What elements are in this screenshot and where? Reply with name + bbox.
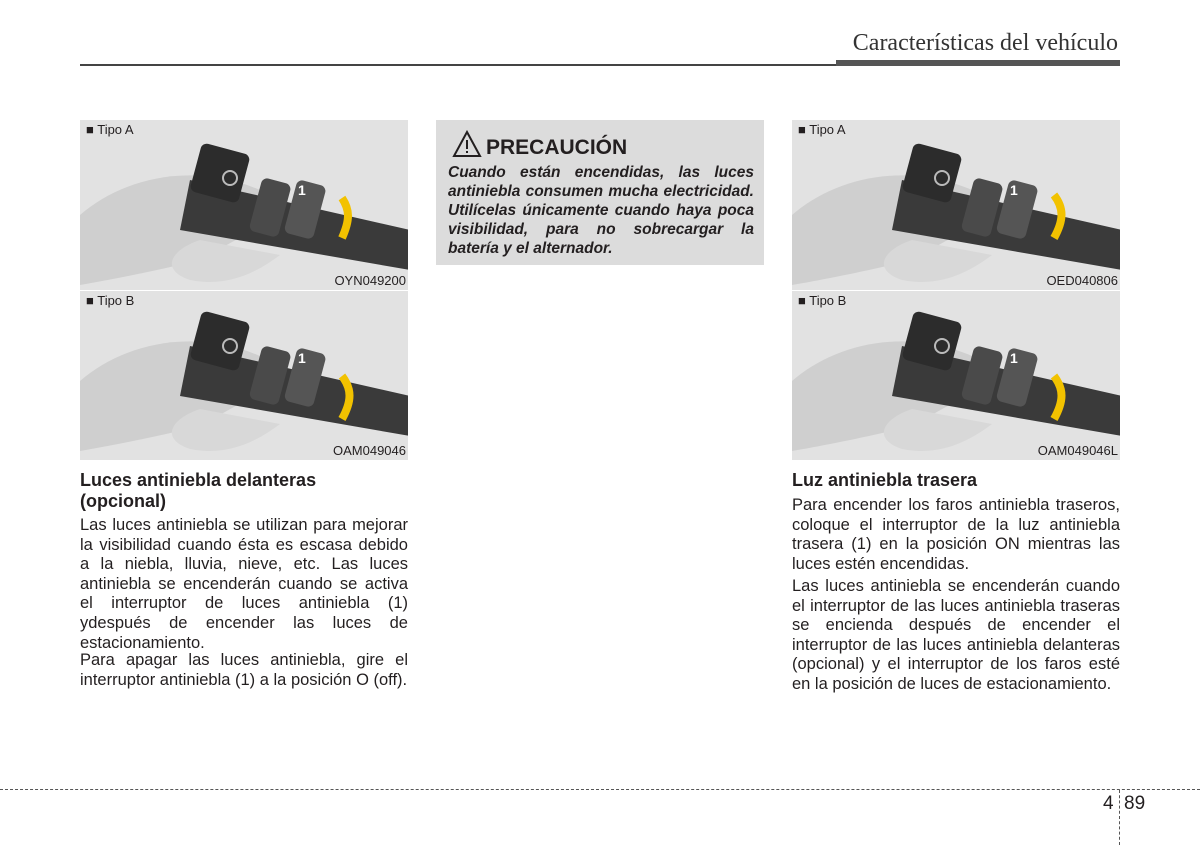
svg-text:1: 1 [298,350,306,366]
warning-triangle-icon [452,130,482,158]
footer-rule [0,789,1200,790]
stalk-illustration [792,291,1120,460]
rear-fog-title: Luz antiniebla trasera [792,470,978,490]
figure-code: OAM049046 [333,443,406,458]
stalk-illustration [80,120,408,290]
page-number: 89 [1124,793,1146,814]
figure-tag: ■ Tipo A [798,122,846,137]
figure-tag: ■ Tipo A [86,122,134,137]
svg-text:1: 1 [1010,182,1018,198]
stalk-illustration [792,120,1120,290]
page-header-title: Características del vehículo [852,30,1118,56]
rear-fog-paragraph-1: Para encender los faros antiniebla traseros, coloque el interruptor de la luz antiniebla trasera (1) en la posición ON mientras las luces estén encendidas. [792,496,1120,573]
svg-text:1: 1 [1010,350,1018,366]
front-fog-title-line2: (opcional) [80,491,166,511]
figure-code: OYN049200 [334,273,406,288]
caution-text: Cuando están encendidas, las luces antiniebla consumen mucha electricidad. Utilícelas únicamente cuando haya poca visibilidad, para no sobrecargar la batería y el alternador. [448,164,754,257]
front-fog-title [80,470,410,512]
figure-front-fog-type-b [80,291,408,460]
footer-divider [1119,790,1120,845]
stalk-illustration [80,291,408,460]
figure-tag: ■ Tipo B [86,293,135,308]
front-fog-paragraph-1: Las luces antiniebla se utilizan para mejorar la visibilidad cuando ésta es escasa debido a la niebla, lluvia, nieve, etc. Las luces antiniebla se encenderán cuando se activa el interruptor de luces antiniebla (1) ydespués de encender las luces de estacionamiento. [80,516,408,652]
rear-fog-paragraph-2: Las luces antiniebla se encenderán cuando el interruptor de las luces antiniebla traseras se encienda después de encender el interruptor de las luces antiniebla delanteras (opcional) y el interruptor de los faros esté en la posición de luces de estacionamiento. [792,577,1120,693]
caution-title: PRECAUCIÓN [486,136,628,159]
svg-text:1: 1 [298,182,306,198]
figure-front-fog-type-a [80,120,408,290]
figure-tag: ■ Tipo B [798,293,847,308]
figure-code: OAM049046L [1037,443,1118,458]
figure-rear-fog-type-b [792,291,1120,460]
front-fog-paragraph-2: Para apagar las luces antiniebla, gire el interruptor antiniebla (1) a la posición O (off). [80,651,408,689]
header-rule-accent [836,60,1120,66]
front-fog-title-line1: Luces antiniebla delanteras [80,470,317,490]
page-chapter: 4 [1103,793,1114,814]
caution-box [436,120,764,265]
figure-code: OED040806 [1046,273,1118,288]
figure-rear-fog-type-a [792,120,1120,290]
